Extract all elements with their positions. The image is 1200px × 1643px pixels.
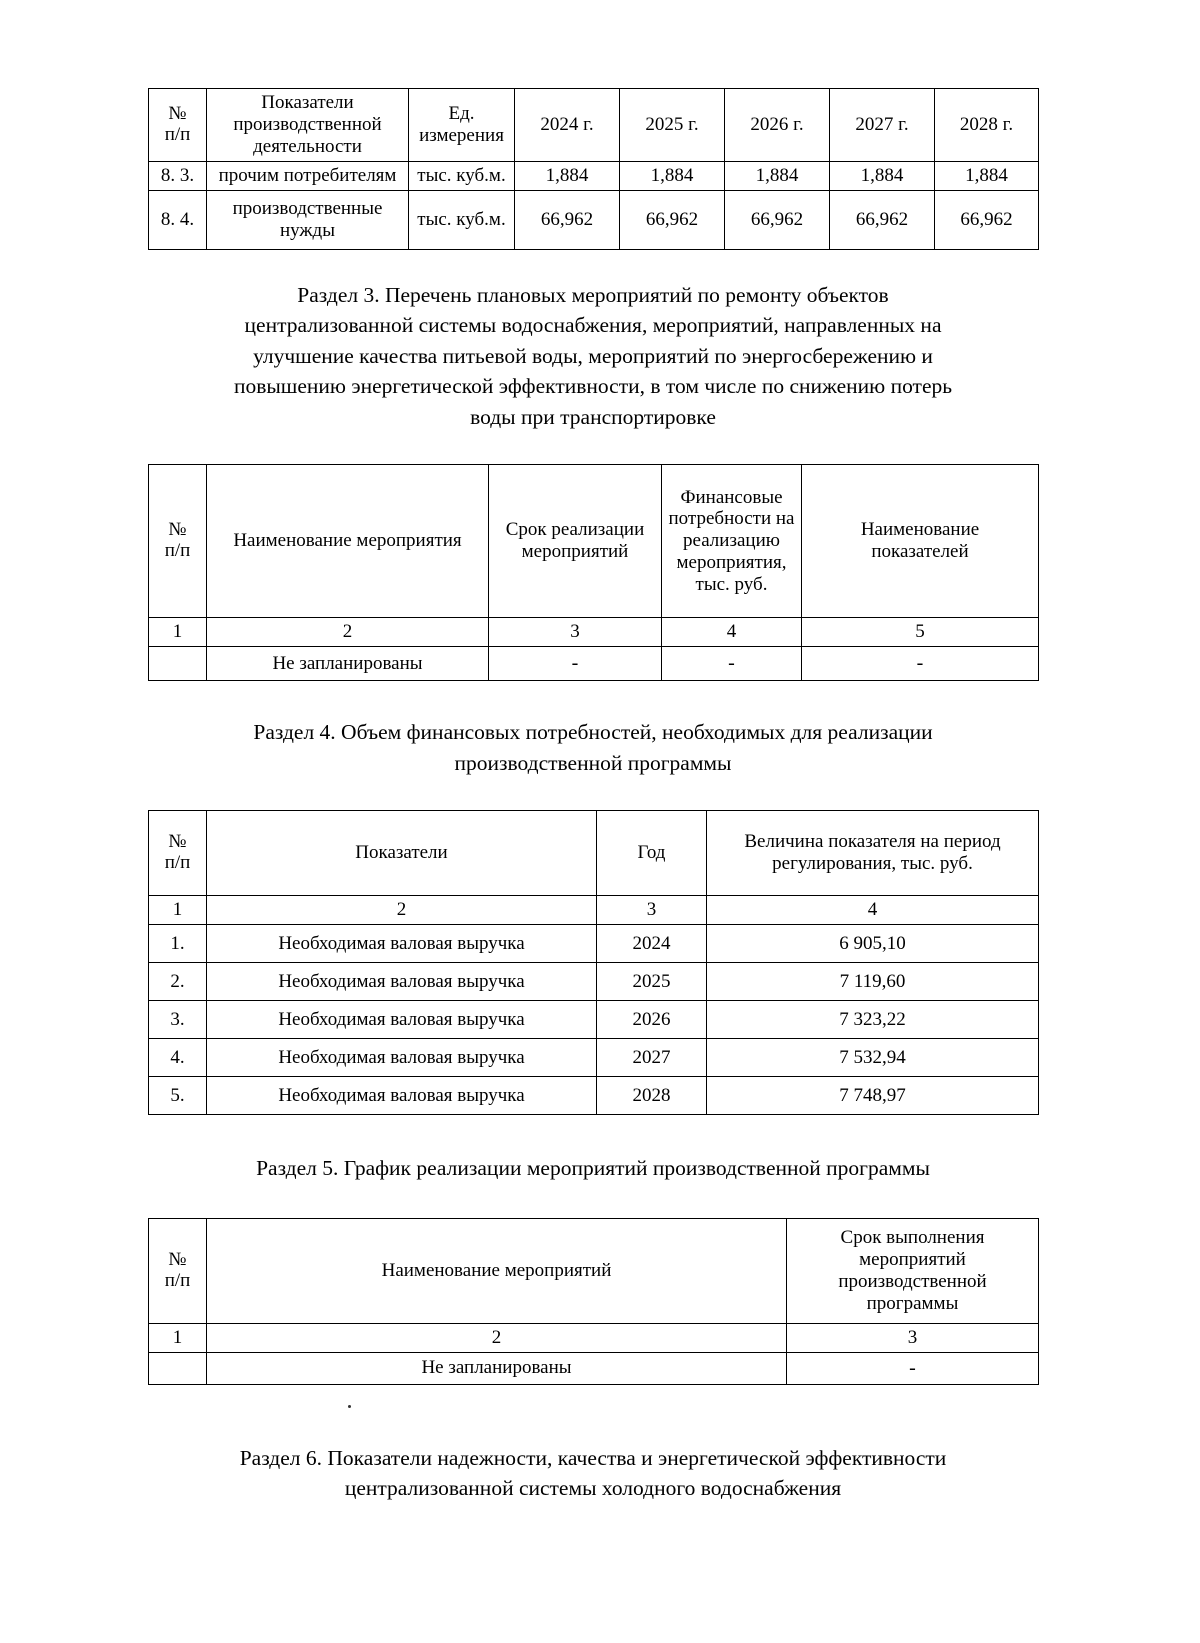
header-indicators-line2: показателей [871, 541, 969, 563]
table-row [149, 1001, 1039, 1039]
column-number-3: 3 [489, 618, 662, 647]
row-no: 8. 3. [149, 161, 207, 190]
section-3-title [148, 280, 1038, 433]
row-name: прочим потребителям [207, 161, 409, 190]
header-indicator-line3: деятельности [253, 135, 362, 157]
production-indicators-table [148, 88, 1039, 250]
row-measure-name: Не запланированы [207, 647, 489, 681]
table-row [149, 647, 1039, 681]
column-number-3: 3 [787, 1323, 1039, 1352]
column-number-2: 2 [207, 1323, 787, 1352]
row-name-line1: производственные [232, 197, 383, 219]
header-no-line2: п/п [164, 852, 191, 874]
column-header-term [489, 465, 662, 618]
column-number-2: 2 [207, 618, 489, 647]
column-header-indicators [802, 465, 1039, 618]
row-year: 2026 [597, 1001, 707, 1039]
table-numbering-row [149, 1323, 1039, 1352]
column-header-year-2028: 2028 г. [935, 89, 1039, 162]
section-6-title-line-2: централизованной системы холодного водоснабжения [344, 1476, 842, 1501]
section-3-measures-table [148, 464, 1039, 681]
table-row [149, 1077, 1039, 1115]
row-value-2026: 66,962 [725, 190, 830, 249]
section-4-title-line-2: производственной программы [454, 750, 732, 775]
row-no: 3. [149, 1001, 207, 1039]
row-no: 2. [149, 963, 207, 1001]
section-5-title [148, 1153, 1038, 1184]
row-value-2025: 66,962 [620, 190, 725, 249]
row-measure-name: Не запланированы [207, 1352, 787, 1384]
row-value: 7 119,60 [707, 963, 1039, 1001]
column-number-4: 4 [707, 896, 1039, 925]
column-number-2: 2 [207, 896, 597, 925]
scan-artifact-dot [348, 1405, 351, 1408]
row-no: 8. 4. [149, 190, 207, 249]
column-header-value [707, 811, 1039, 896]
header-indicator-line1: Показатели [261, 92, 354, 113]
header-indicator-line2: производственной [233, 113, 382, 135]
table-numbering-row [149, 618, 1039, 647]
section-6-title-line-1: Раздел 6. Показатели надежности, качества и энергетической эффективности [239, 1445, 947, 1470]
header-no-line1: № [168, 1248, 187, 1270]
section-4-title [148, 717, 1038, 778]
row-value: 7 532,94 [707, 1039, 1039, 1077]
row-year: 2028 [597, 1077, 707, 1115]
row-value-2027: 66,962 [830, 190, 935, 249]
section-4-title-line-1: Раздел 4. Объем финансовых потребностей, необходимых для реализации [253, 720, 933, 745]
header-term-line1: Срок выполнения мероприятий [840, 1227, 985, 1270]
row-term: - [787, 1352, 1039, 1384]
row-no: 5. [149, 1077, 207, 1115]
section-3-title-line-4: повышению энергетической эффективности, в том числе по снижению потерь [233, 374, 953, 399]
column-header-year-2024: 2024 г. [515, 89, 620, 162]
column-header-indicators: Показатели [207, 811, 597, 896]
column-number-1: 1 [149, 1323, 207, 1352]
column-number-4: 4 [662, 618, 802, 647]
row-year: 2025 [597, 963, 707, 1001]
table-header-row [149, 811, 1039, 896]
column-header-term [787, 1218, 1039, 1323]
header-no-line1: № [168, 102, 187, 124]
header-no-line2: п/п [164, 1269, 191, 1291]
column-number-3: 3 [597, 896, 707, 925]
section-5-title-line-1: Раздел 5. График реализации мероприятий производственной программы [256, 1156, 930, 1181]
row-name [207, 190, 409, 249]
header-no-line2: п/п [164, 123, 191, 145]
column-number-5: 5 [802, 618, 1039, 647]
row-value-2027: 1,884 [830, 161, 935, 190]
row-indicator: Необходимая валовая выручка [207, 925, 597, 963]
table-row [149, 190, 1039, 249]
row-no [149, 1352, 207, 1384]
row-indicator: Необходимая валовая выручка [207, 963, 597, 1001]
row-no: 1. [149, 925, 207, 963]
header-unit-line1: Ед. [448, 102, 475, 124]
section-3-title-line-3: улучшение качества питьевой воды, мероприятий по энергосбережению и [253, 343, 933, 368]
row-year: 2024 [597, 925, 707, 963]
row-indicator: Необходимая валовая выручка [207, 1039, 597, 1077]
row-no [149, 647, 207, 681]
table-header-row [149, 89, 1039, 162]
row-indicator: Необходимая валовая выручка [207, 1077, 597, 1115]
document-content [148, 88, 1038, 1504]
header-term-line1: Срок реализации [505, 519, 645, 541]
table-row [149, 963, 1039, 1001]
column-header-indicator [207, 89, 409, 162]
section-3-title-line-2: централизованной системы водоснабжения, мероприятий, направленных на [244, 313, 942, 338]
column-header-unit [409, 89, 515, 162]
table-header-row [149, 465, 1039, 618]
table-header-row [149, 1218, 1039, 1323]
column-header-measure-name: Наименование мероприятий [207, 1218, 787, 1323]
row-value-2025: 1,884 [620, 161, 725, 190]
header-value-line1: Величина показателя на период [744, 831, 1001, 853]
header-finance-line5: тыс. руб. [695, 573, 768, 595]
header-no-line1: № [168, 519, 187, 541]
table-row [149, 925, 1039, 963]
section-3-title-line-5: воды при транспортировке [470, 404, 716, 429]
row-value-2028: 66,962 [935, 190, 1039, 249]
column-header-measure-name: Наименование мероприятия [207, 465, 489, 618]
row-indicator: Необходимая валовая выручка [207, 1001, 597, 1039]
section-4-finance-table [148, 810, 1039, 1115]
column-header-year-2026: 2026 г. [725, 89, 830, 162]
header-finance-line1: Финансовые [680, 486, 783, 508]
row-unit: тыс. куб.м. [409, 161, 515, 190]
row-value: 7 323,22 [707, 1001, 1039, 1039]
column-header-no [149, 465, 207, 618]
row-unit: тыс. куб.м. [409, 190, 515, 249]
row-no: 4. [149, 1039, 207, 1077]
header-finance-line4: мероприятия, [676, 552, 787, 574]
table-row [149, 1352, 1039, 1384]
column-header-year-2025: 2025 г. [620, 89, 725, 162]
row-value-2024: 1,884 [515, 161, 620, 190]
table-numbering-row [149, 896, 1039, 925]
table-row [149, 161, 1039, 190]
header-term-line2: производственной программы [838, 1270, 987, 1314]
column-header-no [149, 89, 207, 162]
row-indicators: - [802, 647, 1039, 681]
header-finance-line2: потребности на [668, 508, 795, 530]
column-header-year-2027: 2027 г. [830, 89, 935, 162]
column-number-1: 1 [149, 896, 207, 925]
row-name-line2: нужды [280, 219, 335, 241]
header-no-line2: п/п [164, 540, 191, 562]
table-row [149, 1039, 1039, 1077]
row-finance: - [662, 647, 802, 681]
header-finance-line3: реализацию [683, 530, 780, 552]
row-term: - [489, 647, 662, 681]
header-unit-line2: измерения [419, 124, 504, 146]
section-5-schedule-table [148, 1218, 1039, 1385]
row-value: 7 748,97 [707, 1077, 1039, 1115]
column-header-finance [662, 465, 802, 618]
header-term-line2: мероприятий [521, 541, 629, 563]
section-6-title [148, 1443, 1038, 1504]
column-header-no [149, 811, 207, 896]
row-value: 6 905,10 [707, 925, 1039, 963]
column-header-year: Год [597, 811, 707, 896]
row-value-2024: 66,962 [515, 190, 620, 249]
section-3-title-line-1: Раздел 3. Перечень плановых мероприятий по ремонту объектов [297, 282, 889, 307]
row-value-2028: 1,884 [935, 161, 1039, 190]
header-value-line2: регулирования, тыс. руб. [772, 853, 973, 875]
row-value-2026: 1,884 [725, 161, 830, 190]
column-number-1: 1 [149, 618, 207, 647]
row-year: 2027 [597, 1039, 707, 1077]
header-no-line1: № [168, 831, 187, 853]
header-indicators-line1: Наименование [860, 519, 980, 541]
column-header-no [149, 1218, 207, 1323]
